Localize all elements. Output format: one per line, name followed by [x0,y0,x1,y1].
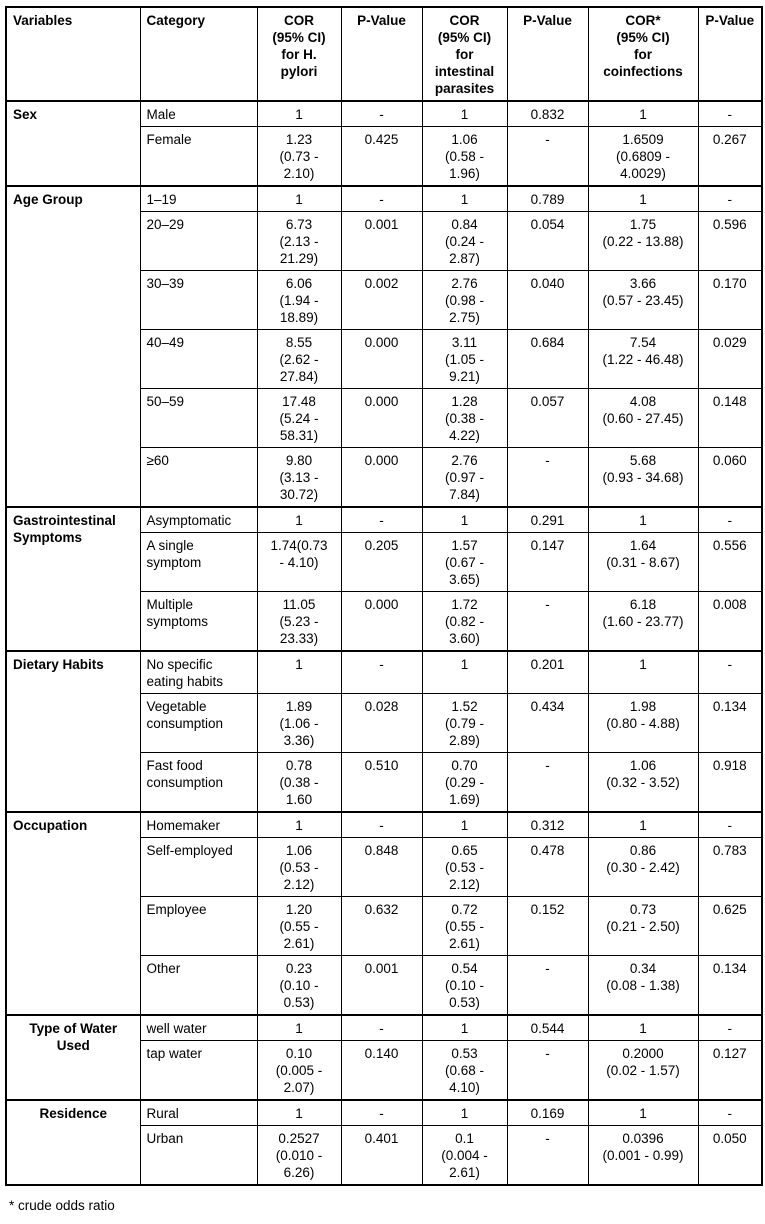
value-cell: - [507,592,588,652]
value-cell: 1 [588,1100,698,1126]
value-cell: 5.68 (0.93 - 34.68) [588,448,698,508]
value-cell: 0.291 [507,507,588,533]
value-cell: 1 [257,651,341,694]
value-cell: 0.34 (0.08 - 1.38) [588,956,698,1016]
value-cell: - [698,1100,762,1126]
value-cell: 1.06 (0.53 - 2.12) [257,838,341,897]
value-cell: 1 [422,1015,507,1041]
value-cell: 0.10 (0.005 - 2.07) [257,1041,341,1101]
value-cell: 1 [588,812,698,838]
value-cell: 0.127 [698,1041,762,1101]
value-cell: 0.028 [341,694,422,753]
value-cell: 7.54 (1.22 - 46.48) [588,330,698,389]
value-cell: 6.73 (2.13 - 21.29) [257,212,341,271]
category-cell: 1–19 [140,186,257,212]
category-cell: Rural [140,1100,257,1126]
category-cell: well water [140,1015,257,1041]
table-row [6,507,762,533]
value-cell: 1 [422,651,507,694]
value-cell: 1 [257,507,341,533]
category-cell: Employee [140,897,257,956]
value-cell: - [507,753,588,813]
value-cell: 1.74(0.73 - 4.10) [257,533,341,592]
value-cell: 0.169 [507,1100,588,1126]
value-cell: - [341,507,422,533]
value-cell: 0.205 [341,533,422,592]
value-cell: 0.596 [698,212,762,271]
value-cell: 0.918 [698,753,762,813]
value-cell: 0.2000 (0.02 - 1.57) [588,1041,698,1101]
value-cell: 1.6509 (0.6809 - 4.0029) [588,127,698,187]
odds-ratio-table [5,6,763,1186]
value-cell: - [341,101,422,127]
value-cell: 0.060 [698,448,762,508]
value-cell: 0.544 [507,1015,588,1041]
value-cell: 1 [588,1015,698,1041]
value-cell: 0.23 (0.10 - 0.53) [257,956,341,1016]
value-cell: 0.000 [341,448,422,508]
value-cell: 2.76 (0.98 - 2.75) [422,271,507,330]
value-cell: 0.134 [698,694,762,753]
value-cell: 1.89 (1.06 - 3.36) [257,694,341,753]
value-cell: 0.78 (0.38 - 1.60 [257,753,341,813]
value-cell: 0.65 (0.53 - 2.12) [422,838,507,897]
value-cell: 0.632 [341,897,422,956]
category-cell: Urban [140,1126,257,1186]
category-cell: Self-employed [140,838,257,897]
value-cell: 0.008 [698,592,762,652]
table-row [6,1100,762,1126]
header-row [6,7,762,101]
value-cell: 0.684 [507,330,588,389]
value-cell: 0.53 (0.68 - 4.10) [422,1041,507,1101]
value-cell: 11.05 (5.23 - 23.33) [257,592,341,652]
variable-cell: Residence [6,1100,140,1185]
col-header-cor-coinfections: COR* (95% CI) for coinfections [588,7,698,101]
value-cell: 1.20 (0.55 - 2.61) [257,897,341,956]
table-row [6,651,762,694]
value-cell: - [341,1100,422,1126]
category-cell: ≥60 [140,448,257,508]
category-cell: No specific eating habits [140,651,257,694]
value-cell: 0.783 [698,838,762,897]
category-cell: Homemaker [140,812,257,838]
value-cell: 0.002 [341,271,422,330]
table-row [6,812,762,838]
value-cell: 6.06 (1.94 - 18.89) [257,271,341,330]
category-cell: 50–59 [140,389,257,448]
value-cell: 0.73 (0.21 - 2.50) [588,897,698,956]
value-cell: 3.11 (1.05 - 9.21) [422,330,507,389]
value-cell: 0.054 [507,212,588,271]
value-cell: 1 [257,101,341,127]
value-cell: 0.170 [698,271,762,330]
value-cell: 0.050 [698,1126,762,1186]
value-cell: 1 [257,186,341,212]
value-cell: 1.75 (0.22 - 13.88) [588,212,698,271]
value-cell: - [507,956,588,1016]
category-cell: 30–39 [140,271,257,330]
value-cell: 0.001 [341,212,422,271]
value-cell: - [507,127,588,187]
value-cell: 0.86 (0.30 - 2.42) [588,838,698,897]
value-cell: 1.64 (0.31 - 8.67) [588,533,698,592]
value-cell: 0.556 [698,533,762,592]
value-cell: 1 [422,812,507,838]
category-cell: 20–29 [140,212,257,271]
value-cell: 0.789 [507,186,588,212]
value-cell: 0.848 [341,838,422,897]
value-cell: - [507,1126,588,1186]
value-cell: 0.84 (0.24 - 2.87) [422,212,507,271]
col-header-category: Category [140,7,257,101]
value-cell: 1 [422,186,507,212]
col-header-variables: Variables [6,7,140,101]
value-cell: 1.98 (0.80 - 4.88) [588,694,698,753]
category-cell: Fast food consumption [140,753,257,813]
col-header-pvalue-2: P-Value [507,7,588,101]
value-cell: 9.80 (3.13 - 30.72) [257,448,341,508]
value-cell: 0.000 [341,592,422,652]
category-cell: Male [140,101,257,127]
value-cell: 0.478 [507,838,588,897]
col-header-cor-parasites: COR (95% CI) for intestinal parasites [422,7,507,101]
value-cell: 1.57 (0.67 - 3.65) [422,533,507,592]
variable-cell: Sex [6,101,140,186]
value-cell: 1 [422,1100,507,1126]
value-cell: - [507,448,588,508]
value-cell: 0.0396 (0.001 - 0.99) [588,1126,698,1186]
value-cell: - [341,812,422,838]
value-cell: - [341,1015,422,1041]
value-cell: 1.06 (0.58 - 1.96) [422,127,507,187]
table-row [6,186,762,212]
table-row [6,101,762,127]
value-cell: 0.140 [341,1041,422,1101]
value-cell: 0.1 (0.004 - 2.61) [422,1126,507,1186]
value-cell: 0.2527 (0.010 - 6.26) [257,1126,341,1186]
value-cell: 0.201 [507,651,588,694]
value-cell: 1.23 (0.73 - 2.10) [257,127,341,187]
value-cell: 1 [422,507,507,533]
value-cell: 0.001 [341,956,422,1016]
value-cell: 2.76 (0.97 - 7.84) [422,448,507,508]
value-cell: 1.28 (0.38 - 4.22) [422,389,507,448]
value-cell: 0.000 [341,330,422,389]
value-cell: 1 [257,812,341,838]
value-cell: - [698,812,762,838]
value-cell: 1.52 (0.79 - 2.89) [422,694,507,753]
value-cell: 0.312 [507,812,588,838]
category-cell: Asymptomatic [140,507,257,533]
value-cell: 0.72 (0.55 - 2.61) [422,897,507,956]
value-cell: 1 [257,1100,341,1126]
crude-odds-ratio-footnote: * crude odds ratio [9,1198,115,1213]
value-cell: 3.66 (0.57 - 23.45) [588,271,698,330]
value-cell: 0.134 [698,956,762,1016]
value-cell: 1 [422,101,507,127]
col-header-pvalue-3: P-Value [698,7,762,101]
variable-cell: Type of Water Used [6,1015,140,1100]
value-cell: 1 [588,186,698,212]
value-cell: 4.08 (0.60 - 27.45) [588,389,698,448]
value-cell: 0.000 [341,389,422,448]
value-cell: - [341,651,422,694]
value-cell: 0.152 [507,897,588,956]
value-cell: 8.55 (2.62 - 27.84) [257,330,341,389]
col-header-pvalue-1: P-Value [341,7,422,101]
value-cell: 0.147 [507,533,588,592]
value-cell: - [507,1041,588,1101]
value-cell: 0.70 (0.29 - 1.69) [422,753,507,813]
variable-cell: Occupation [6,812,140,1015]
category-cell: Multiple symptoms [140,592,257,652]
value-cell: 1 [588,101,698,127]
table-row [6,1015,762,1041]
category-cell: tap water [140,1041,257,1101]
category-cell: Female [140,127,257,187]
value-cell: - [698,651,762,694]
value-cell: 0.625 [698,897,762,956]
value-cell: 0.832 [507,101,588,127]
variable-cell: Age Group [6,186,140,507]
category-cell: Other [140,956,257,1016]
value-cell: 1 [257,1015,341,1041]
value-cell: - [698,507,762,533]
value-cell: 1 [588,507,698,533]
value-cell: 1 [588,651,698,694]
value-cell: 0.425 [341,127,422,187]
category-cell: Vegetable consumption [140,694,257,753]
value-cell: 0.057 [507,389,588,448]
value-cell: 0.040 [507,271,588,330]
value-cell: - [341,186,422,212]
value-cell: 0.54 (0.10 - 0.53) [422,956,507,1016]
value-cell: 0.029 [698,330,762,389]
category-cell: A single symptom [140,533,257,592]
value-cell: 0.510 [341,753,422,813]
variable-cell: Dietary Habits [6,651,140,812]
value-cell: 0.401 [341,1126,422,1186]
value-cell: 6.18 (1.60 - 23.77) [588,592,698,652]
variable-cell: Gastrointestinal Symptoms [6,507,140,651]
value-cell: - [698,1015,762,1041]
value-cell: 0.434 [507,694,588,753]
value-cell: 1.06 (0.32 - 3.52) [588,753,698,813]
value-cell: - [698,101,762,127]
value-cell: 1.72 (0.82 - 3.60) [422,592,507,652]
col-header-cor-hpylori: COR (95% CI) for H. pylori [257,7,341,101]
value-cell: 0.148 [698,389,762,448]
value-cell: - [698,186,762,212]
value-cell: 0.267 [698,127,762,187]
category-cell: 40–49 [140,330,257,389]
value-cell: 17.48 (5.24 - 58.31) [257,389,341,448]
